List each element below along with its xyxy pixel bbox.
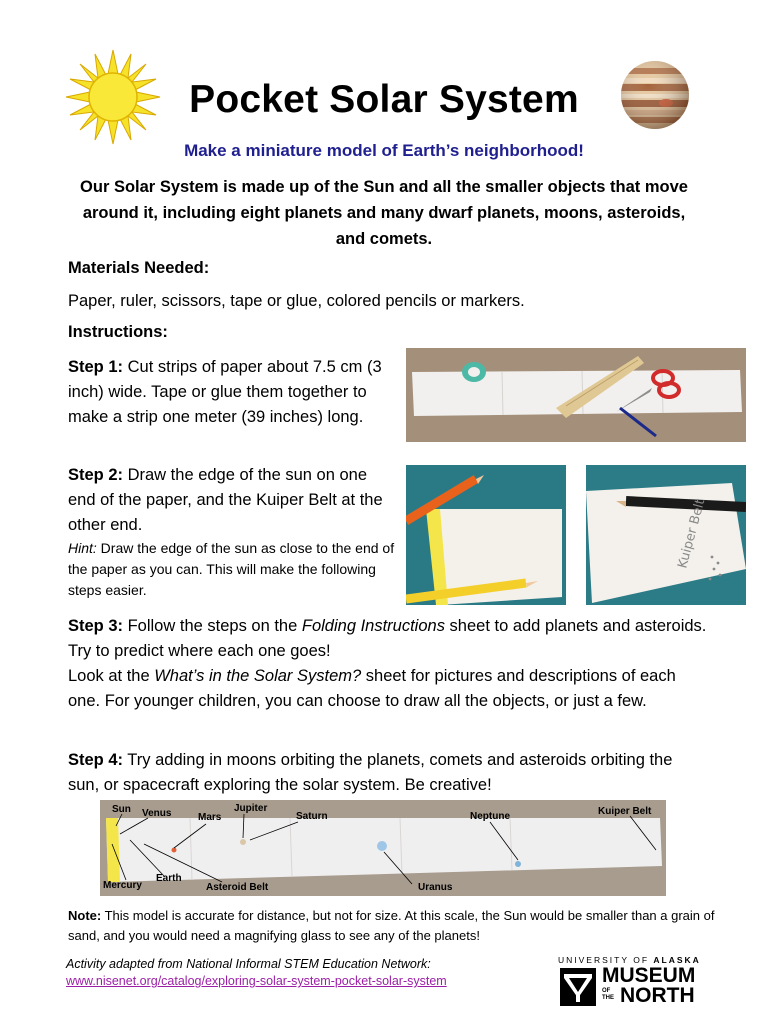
hint-label: Hint: (68, 540, 97, 556)
credit-text: Activity adapted from National Informal STEM Education Network: (66, 957, 431, 971)
step-3 (68, 614, 708, 714)
strip-label-mars: Mars (198, 812, 222, 823)
step-1 (68, 355, 398, 430)
step-3-text-c: Look at the (68, 667, 155, 685)
step-1-text: Cut strips of paper about 7.5 cm (3 inch) wide. Tape or glue them together to make a strip one meter (39 inches) long. (68, 358, 382, 426)
hint-text: Draw the edge of the sun as close to the end of the paper as you can. This will make the following steps easier. (68, 540, 395, 598)
strip-label-uranus: Uranus (418, 882, 453, 893)
folding-instructions-ref: Folding Instructions (301, 617, 445, 635)
strip-label-sun: Sun (112, 804, 131, 815)
step-4-text: Try adding in moons orbiting the planets, comets and asteroids orbiting the sun, or spacecraft exploring the solar system. Be creative! (68, 751, 673, 794)
step-3-text-a: Follow the steps on the (123, 617, 302, 635)
step-3-text-d: sheet for pictures and descriptions of each one. For younger children, you can choose to draw all the objects, or just a few. (68, 667, 676, 710)
page-title: Pocket Solar System (189, 78, 579, 121)
photo-kuiper-belt-end (586, 465, 746, 605)
note-paragraph (68, 906, 718, 946)
museum-logo-icon (560, 968, 596, 1006)
step-4-label: Step 4: (68, 751, 124, 769)
note-label: Note: (68, 908, 102, 923)
strip-label-mercury: Mercury (103, 880, 142, 891)
step-4 (68, 748, 708, 798)
step-3-text-b: sheet to add planets and asteroids. Try to predict where each one goes! (68, 617, 707, 660)
logo-museum: MUSEUM (602, 964, 696, 987)
whats-in-solar-system-ref: What’s in the Solar System? (154, 667, 362, 685)
step-2-hint (68, 538, 398, 601)
step-2 (68, 463, 398, 601)
logo-of-the: OF THE (602, 988, 614, 1001)
photo-completed-strip (100, 800, 666, 896)
logo-university-name: ALASKA (653, 955, 701, 965)
page-subtitle: Make a miniature model of Earth’s neighborhood! (184, 141, 584, 160)
strip-label-kuiper-belt: Kuiper Belt (598, 806, 652, 817)
photo-sun-edge (406, 465, 566, 605)
materials-heading: Materials Needed: (68, 259, 210, 277)
step-1-label: Step 1: (68, 358, 124, 376)
strip-label-neptune: Neptune (470, 811, 510, 822)
strip-label-venus: Venus (142, 808, 172, 819)
strip-label-saturn: Saturn (296, 811, 328, 822)
step-3-label: Step 3: (68, 617, 124, 635)
logo-north: NORTH (620, 984, 695, 1007)
photo-paper-strip (406, 348, 746, 442)
strip-label-jupiter: Jupiter (234, 803, 268, 814)
instructions-heading: Instructions: (68, 323, 168, 341)
step-2-label: Step 2: (68, 466, 124, 484)
intro-paragraph: Our Solar System is made up of the Sun and all the smaller objects that move around it, including eight planets and many dwarf planets, moons, asteroids, and comets. (80, 178, 688, 248)
strip-label-earth: Earth (156, 873, 182, 884)
svg-text:Kuiper Belt: Kuiper Belt (675, 497, 709, 571)
nisenet-link[interactable]: www.nisenet.org/catalog/exploring-solar-system-pocket-solar-system (66, 974, 447, 988)
step-2-text: Draw the edge of the sun on one end of the paper, and the Kuiper Belt at the other end. (68, 466, 383, 534)
strip-label-asteroid-belt: Asteroid Belt (206, 882, 269, 893)
note-text: This model is accurate for distance, but not for size. At this scale, the Sun would be smaller than a grain of sand, and you would need a magnifying glass to see any of the planets! (68, 908, 715, 943)
logo-university-prefix: UNIVERSITY OF (558, 955, 654, 965)
materials-text: Paper, ruler, scissors, tape or glue, colored pencils or markers. (68, 292, 525, 310)
